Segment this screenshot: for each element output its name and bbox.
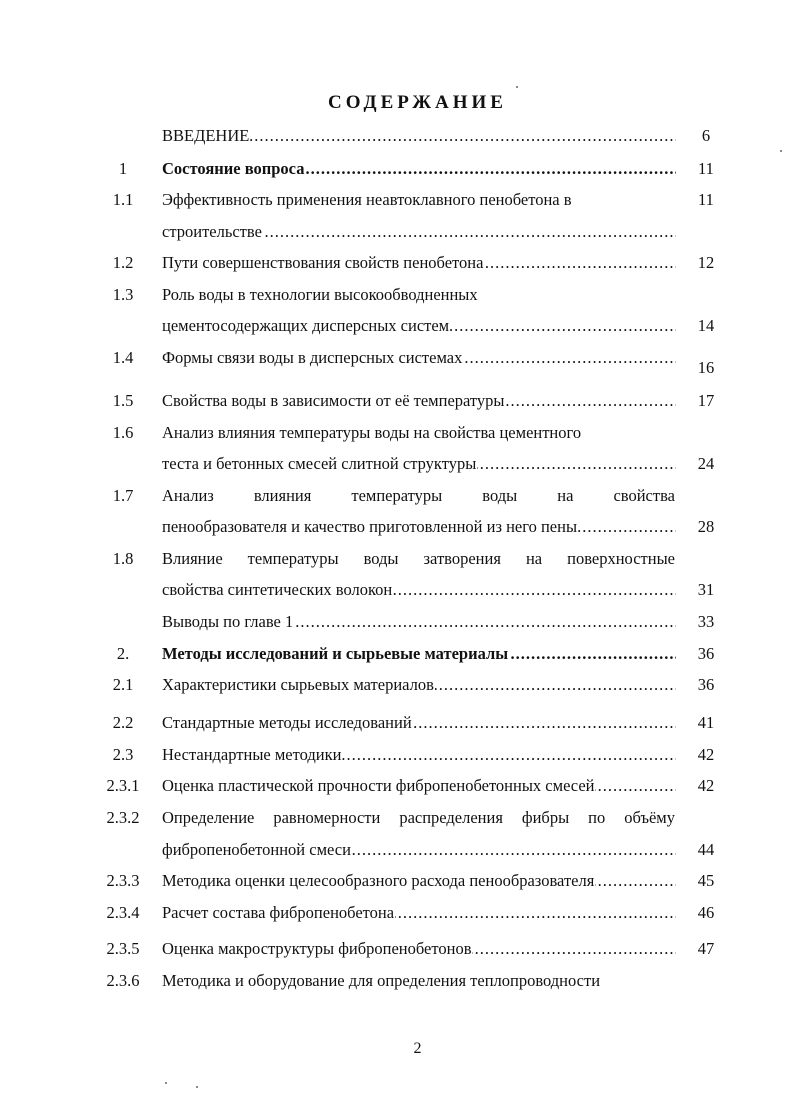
toc-entry-page: 42 — [697, 776, 715, 795]
toc-entry-page: 11 — [698, 159, 714, 178]
toc-entry-page: 24 — [697, 454, 715, 473]
toc-entry-title — [162, 283, 676, 307]
toc-entry-page: 28 — [697, 517, 715, 536]
toc-entry-title-text: Методы исследований и сырьевые материалы — [162, 644, 509, 663]
toc-entry-title — [162, 421, 676, 445]
toc-entry — [0, 806, 795, 830]
toc-entry-title-text: Свойства воды в зависимости от её температуры — [162, 391, 505, 410]
scan-speck — [165, 1082, 167, 1084]
toc-entry-title-text: Формы связи воды в дисперсных системах — [162, 348, 463, 367]
scan-speck — [196, 1086, 198, 1088]
toc-entry-title — [162, 673, 676, 697]
toc-entry-title — [162, 774, 676, 798]
toc-entry-number: 2.3.5 — [106, 939, 140, 958]
toc-entry-page: 14 — [697, 316, 715, 335]
toc-entry-title-text: Нестандартные методики — [162, 745, 342, 764]
toc-entry-title-text: Оценка макроструктуры фибропенобетонов — [162, 939, 472, 958]
toc-entry-title — [162, 711, 676, 735]
toc-entry — [0, 711, 795, 735]
toc-entry-title-text: Роль воды в технологии высокообводненных — [162, 285, 478, 304]
toc-entry-page: 46 — [697, 903, 715, 922]
toc-entry-page: 44 — [697, 840, 715, 859]
toc-entry-number: 1.6 — [112, 423, 134, 442]
toc-entry — [0, 969, 795, 993]
toc-entry-title-text: Влияние температуры воды затворения на поверхностные — [162, 549, 675, 568]
toc-entry — [0, 937, 795, 961]
toc-entry-title-text: Стандартные методы исследований — [162, 713, 412, 732]
toc-entry-title — [162, 901, 676, 925]
toc-entry-title-text: пенообразователя и качество приготовленной из него пены — [162, 517, 578, 536]
toc-entry-title — [162, 515, 676, 539]
toc-entry — [0, 421, 795, 445]
toc-entry-number: 1.1 — [112, 190, 134, 209]
toc-entry-page: 36 — [697, 644, 715, 663]
toc-entry-title — [162, 314, 676, 338]
toc-entry — [0, 642, 795, 666]
toc-entry-title-text: Расчет состава фибропенобетона — [162, 903, 395, 922]
toc-entry — [0, 283, 795, 307]
toc-entry — [0, 452, 795, 476]
page-number: 2 — [413, 1040, 422, 1057]
toc-entry-title — [162, 838, 676, 862]
toc-entry-title — [162, 806, 676, 830]
toc-entry-number: 1.4 — [112, 348, 134, 367]
toc-entry-number: 2.2 — [112, 713, 134, 732]
toc-entry-page: 11 — [698, 190, 714, 209]
scan-speck — [516, 86, 518, 88]
page-title: СОДЕРЖАНИЕ — [328, 92, 507, 113]
toc-entry-page: 36 — [697, 675, 715, 694]
toc-entry-title — [162, 937, 676, 961]
toc-entry — [0, 578, 795, 602]
toc-entry-title — [162, 869, 676, 893]
toc-entry-title — [162, 188, 676, 212]
toc-entry-title — [162, 743, 676, 767]
toc-entry — [0, 346, 795, 377]
toc-entry-title — [162, 157, 676, 181]
toc-entry — [0, 314, 795, 338]
toc-entry-page: 45 — [697, 871, 715, 890]
toc-entry-number: 1.2 — [112, 253, 134, 272]
toc-entry-title — [162, 124, 676, 148]
toc-entry-number: 1.5 — [112, 391, 134, 410]
toc-entry-title — [162, 389, 676, 413]
toc-entry-page: 31 — [697, 580, 715, 599]
toc-entry-title — [162, 484, 676, 508]
toc-entry-title — [162, 969, 676, 993]
toc-entry-title-text: фибропенобетонной смеси — [162, 840, 351, 859]
toc-entry-number: 2.3.2 — [106, 808, 140, 827]
toc-entry-title-text: Определение равномерности распределения фибры по объёму — [162, 808, 675, 827]
toc-entry-number: 1.3 — [112, 285, 134, 304]
toc-entry-number: 2.3 — [112, 745, 134, 764]
toc-entry-title-text: теста и бетонных смесей слитной структуры — [162, 454, 477, 473]
toc-entry-number: 2.3.3 — [106, 871, 140, 890]
toc-entry — [0, 484, 795, 508]
toc-entry-title — [162, 578, 676, 602]
toc-entry-page: 42 — [697, 745, 715, 764]
toc-entry-number: 2.3.1 — [106, 776, 140, 795]
toc-entry-title-text: Пути совершенствования свойств пенобетона — [162, 253, 484, 272]
toc-entry — [0, 610, 795, 634]
toc-entry-title — [162, 220, 676, 244]
toc-entry-number: 1.8 — [112, 549, 134, 568]
scan-speck — [780, 150, 782, 152]
toc-entry-title — [162, 547, 676, 571]
toc-entry-title-text: Характеристики сырьевых материалов — [162, 675, 434, 694]
toc-entry-title — [162, 642, 676, 666]
toc-entry — [0, 157, 795, 181]
toc-entry-title-text: Анализ влияния температуры воды на свойства — [162, 486, 675, 505]
toc-entry-title-text: Эффективность применения неавтоклавного пенобетона в — [162, 190, 572, 209]
toc-entry-title-text: Состояние вопроса — [162, 159, 305, 178]
toc-entry-number: 1 — [118, 159, 128, 178]
toc-entry-title — [162, 346, 676, 370]
toc-entry — [0, 743, 795, 767]
toc-entry — [0, 188, 795, 212]
toc-entry-number: 2.3.4 — [106, 903, 140, 922]
toc-entry — [0, 547, 795, 571]
toc-entry-title — [162, 610, 676, 634]
toc-entry-title-text: цементосодержащих дисперсных систем — [162, 316, 450, 335]
toc-entry-number: 2.3.6 — [106, 971, 140, 990]
toc-entry-page: 6 — [701, 126, 711, 145]
toc-entry-title-text: Методика и оборудование для определения теплопроводности — [162, 971, 601, 990]
toc-entry-title-text: свойства синтетических волокон — [162, 580, 393, 599]
toc-entry — [0, 251, 795, 275]
toc-entry — [0, 389, 795, 413]
toc-entry-number: 2.1 — [112, 675, 134, 694]
toc-entry — [0, 673, 795, 697]
toc-entry-title-text: Оценка пластической прочности фибропенобетонных смесей — [162, 776, 595, 795]
toc-entry-title — [162, 251, 676, 275]
toc-entry — [0, 220, 795, 244]
toc-entry — [0, 838, 795, 862]
toc-entry-page: 16 — [697, 358, 715, 377]
toc-entry-page: 12 — [697, 253, 715, 272]
toc-entry-page: 41 — [697, 713, 715, 732]
toc-entry-title-text: Методика оценки целесообразного расхода пенообразователя — [162, 871, 595, 890]
toc-entry-page: 47 — [697, 939, 715, 958]
toc-entry-page: 33 — [697, 612, 715, 631]
toc-entry-title-text: Выводы по главе 1 — [162, 612, 294, 631]
toc-entry-title-text: Анализ влияния температуры воды на свойства цементного — [162, 423, 582, 442]
toc-entry — [0, 515, 795, 539]
toc-entry — [0, 124, 795, 148]
toc-entry-title-text: ВВЕДЕНИЕ — [162, 126, 250, 145]
toc-entry — [0, 901, 795, 925]
toc-entry-title-text: строительстве — [162, 222, 262, 241]
toc-entry — [0, 774, 795, 798]
toc-entry-number: 1.7 — [112, 486, 134, 505]
toc-entry-number: 2. — [116, 644, 130, 663]
toc-entry — [0, 869, 795, 893]
toc-entry-title — [162, 452, 676, 476]
toc-entry-page: 17 — [697, 391, 715, 410]
